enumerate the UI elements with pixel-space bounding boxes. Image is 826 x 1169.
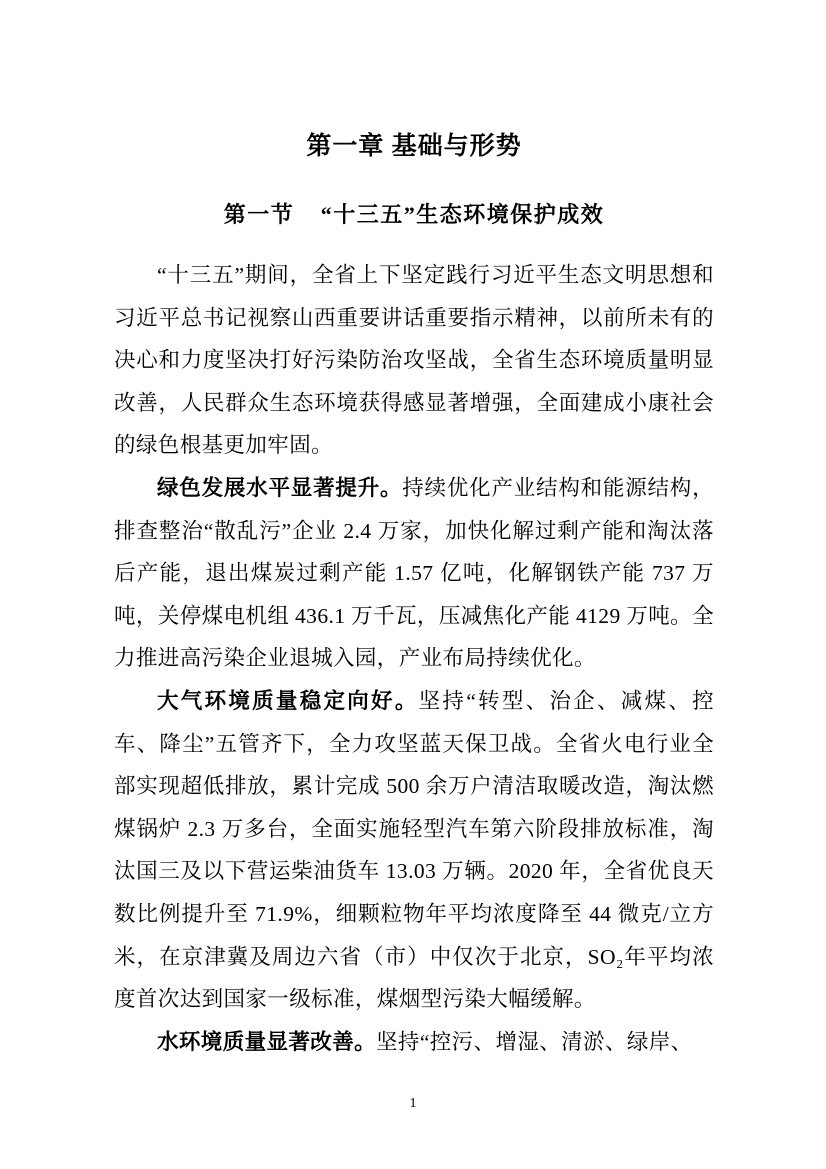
- section-title: [114, 200, 714, 230]
- chapter-title: 第一章 基础与形势: [306, 133, 522, 160]
- paragraph-lead: 绿色发展水平显著提升。: [157, 475, 403, 500]
- paragraph-text: “十三五”期间，全省上下坚定践行习近平生态文明思想和习近平总书记视察山西重要讲话重要指示精神，以前所未有的决心和力度坚决打好污染防治攻坚战，全省生态环境质量明显改善，人民群众生态环境获得感显著增强，全面建成小康社会的绿色根基更加牢固。: [114, 263, 714, 458]
- paragraph-text: 坚持“控污、增湿、清淤、绿岸、: [376, 1029, 693, 1054]
- section-name: “十三五”生态环境保护成效: [320, 202, 605, 227]
- paragraph-water-quality: [114, 1021, 714, 1064]
- paragraph-lead: 水环境质量显著改善。: [157, 1029, 377, 1054]
- paragraph-intro: [114, 254, 714, 467]
- page-number: 1: [409, 1096, 417, 1111]
- paragraph-lead: 大气环境质量稳定向好。: [157, 688, 419, 713]
- paragraph-text: 坚持“转型、治企、减煤、控车、降尘”五管齐下，全力攻坚蓝天保卫战。全省火电行业全部实现超低排放，累计完成 500 余万户清洁取暖改造，淘汰燃煤锅炉 2.3 万多台，全面实施轻型汽车第六阶段排放标准，淘汰国三及以下营运柴油货车 13.03 万辆。2020 年，全省优良天数比例提升至 71.9%，细颗粒物年平均浓度降至 44 微克/立方米，在京津冀及周边六省（市）中仅次于北京，SO₂年平均浓度首次达到国家一级标准，煤烟型污染大幅缓解。: [114, 688, 714, 1012]
- paragraph-green-development: [114, 467, 714, 680]
- section-number: 第一节: [223, 202, 295, 227]
- paragraph-air-quality: [114, 680, 714, 1021]
- paragraph-text: 持续优化产业结构和能源结构，排查整治“散乱污”企业 2.4 万家，加快化解过剩产能和淘汰落后产能，退出煤炭过剩产能 1.57 亿吨，化解钢铁产能 737 万吨，关停煤电机组 436.1 万千瓦，压减焦化产能 4129 万吨。全力推进高污染企业退城入园，产业布局持续优化。: [114, 475, 714, 671]
